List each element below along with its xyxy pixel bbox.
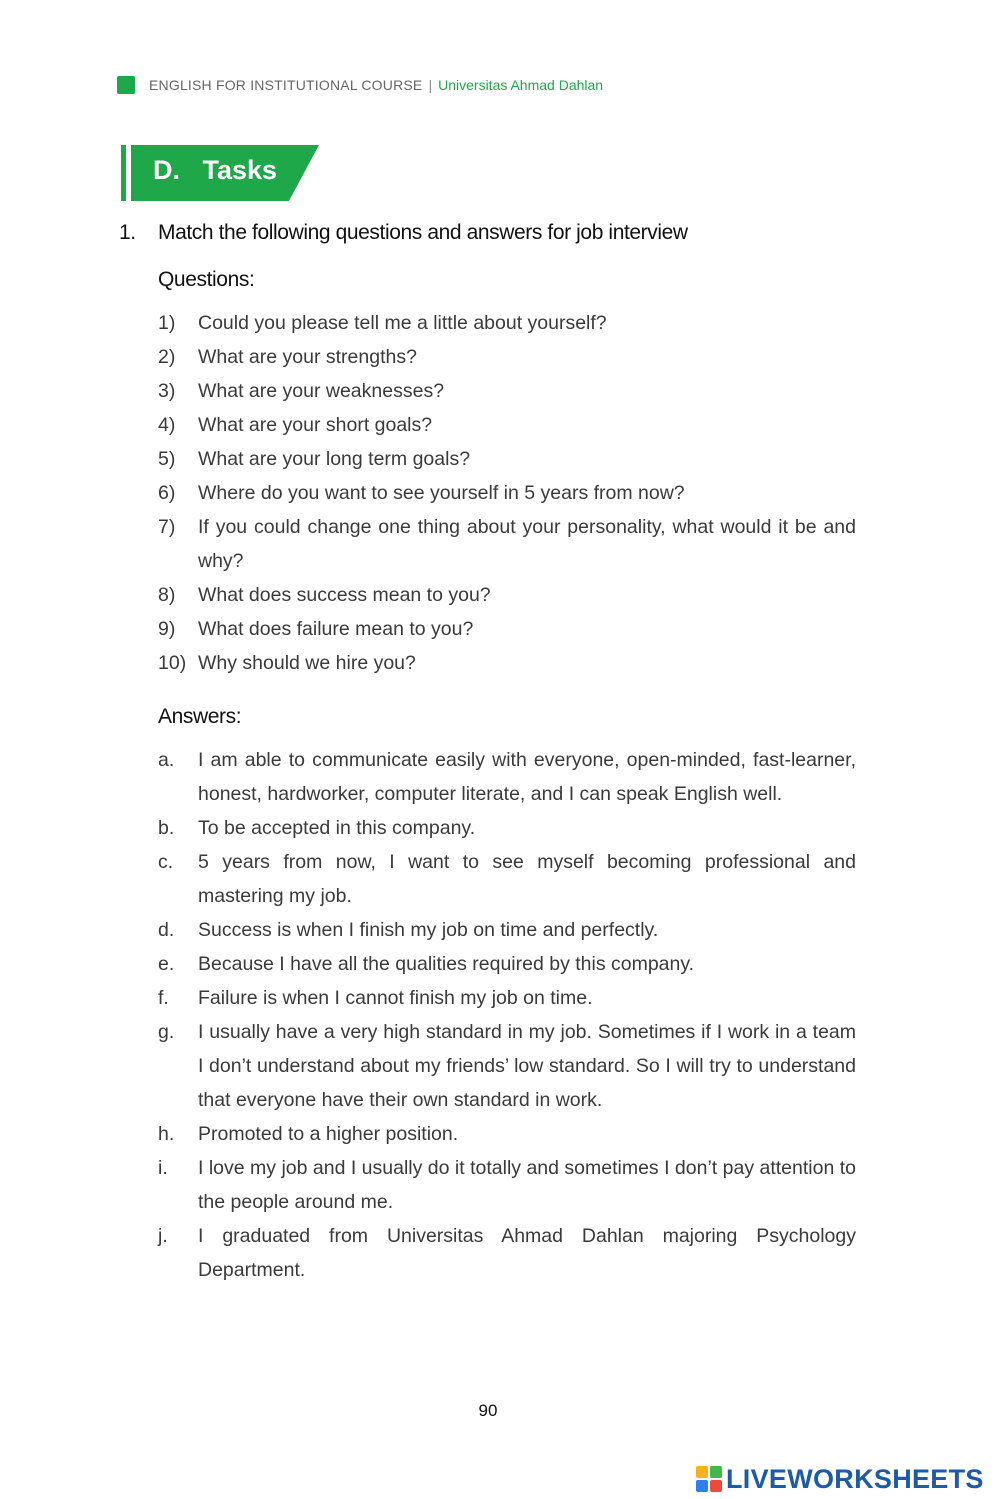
answer-marker: e. bbox=[158, 953, 175, 975]
question-marker: 2) bbox=[158, 346, 176, 368]
question-marker: 4) bbox=[158, 414, 176, 436]
answer-item bbox=[158, 743, 856, 811]
answer-marker: f. bbox=[158, 987, 169, 1009]
question-marker: 5) bbox=[158, 448, 176, 470]
questions-list bbox=[158, 306, 856, 680]
answers-list bbox=[158, 743, 856, 1287]
section-title: D. Tasks bbox=[153, 155, 278, 185]
question-item bbox=[158, 306, 856, 340]
task-number: 1. bbox=[119, 221, 136, 244]
question-text: Where do you want to see yourself in 5 years from now? bbox=[198, 482, 685, 504]
header-course-title: ENGLISH FOR INSTITUTIONAL COURSE bbox=[149, 77, 423, 93]
answer-text: To be accepted in this company. bbox=[198, 817, 476, 839]
question-item bbox=[158, 340, 856, 374]
question-marker: 10) bbox=[158, 652, 187, 674]
question-text: What are your long term goals? bbox=[198, 448, 471, 470]
question-text: What does success mean to you? bbox=[198, 584, 491, 606]
question-text: What are your weaknesses? bbox=[198, 380, 445, 402]
header-square-icon bbox=[117, 76, 135, 94]
question-text: What are your strengths? bbox=[198, 346, 417, 368]
question-marker: 1) bbox=[158, 312, 176, 334]
questions-heading: Questions: bbox=[158, 268, 255, 291]
banner-accent-bar bbox=[121, 145, 126, 201]
answer-marker: d. bbox=[158, 919, 175, 941]
question-text: What does failure mean to you? bbox=[198, 618, 474, 640]
question-item bbox=[158, 374, 856, 408]
question-marker: 3) bbox=[158, 380, 176, 402]
question-marker: 9) bbox=[158, 618, 176, 640]
logo-square bbox=[696, 1480, 708, 1492]
answer-item bbox=[158, 1151, 856, 1219]
question-item bbox=[158, 646, 856, 680]
answer-marker: i. bbox=[158, 1157, 168, 1179]
answer-item bbox=[158, 1117, 856, 1151]
question-item bbox=[158, 408, 856, 442]
answer-text: I am able to communicate easily with everyone, open-minded, fast-learner, honest, hardworker, computer literate, and I can speak English well. bbox=[198, 749, 856, 805]
answer-marker: j. bbox=[158, 1225, 168, 1247]
answer-text: Promoted to a higher position. bbox=[198, 1123, 459, 1145]
answer-item bbox=[158, 913, 856, 947]
question-marker: 7) bbox=[158, 516, 176, 538]
answer-item bbox=[158, 981, 856, 1015]
question-item bbox=[158, 510, 856, 578]
question-item bbox=[158, 476, 856, 510]
answer-marker: h. bbox=[158, 1123, 175, 1145]
answer-marker: c. bbox=[158, 851, 174, 873]
question-text: If you could change one thing about your personality, what would it be and why? bbox=[198, 516, 856, 572]
answer-item bbox=[158, 811, 856, 845]
question-text: Why should we hire you? bbox=[198, 652, 416, 674]
question-text: What are your short goals? bbox=[198, 414, 433, 436]
answer-text: Because I have all the qualities required by this company. bbox=[198, 953, 695, 975]
liveworksheets-text: LIVEWORKSHEETS bbox=[726, 1463, 984, 1494]
answer-text: Failure is when I cannot finish my job on time. bbox=[198, 987, 593, 1009]
answers-heading: Answers: bbox=[158, 705, 242, 728]
header-separator: | bbox=[428, 77, 433, 93]
section-banner bbox=[121, 145, 321, 201]
liveworksheets-logo-icon bbox=[696, 1466, 722, 1492]
page-number: 90 bbox=[478, 1401, 498, 1420]
logo-square bbox=[696, 1466, 708, 1478]
answer-text: Success is when I finish my job on time and perfectly. bbox=[198, 919, 659, 941]
logo-square bbox=[710, 1480, 722, 1492]
task-heading bbox=[119, 221, 688, 245]
answer-marker: b. bbox=[158, 817, 175, 839]
question-item bbox=[158, 612, 856, 646]
question-text: Could you please tell me a little about yourself? bbox=[198, 312, 607, 334]
answer-text: I love my job and I usually do it totally and sometimes I don’t pay attention to the people around me. bbox=[198, 1157, 856, 1213]
question-item bbox=[158, 442, 856, 476]
question-marker: 8) bbox=[158, 584, 176, 606]
question-item bbox=[158, 578, 856, 612]
answer-item bbox=[158, 845, 856, 913]
question-marker: 6) bbox=[158, 482, 176, 504]
answer-item bbox=[158, 1015, 856, 1117]
task-title: Match the following questions and answers for job interview bbox=[158, 221, 688, 244]
liveworksheets-watermark[interactable] bbox=[696, 1462, 984, 1496]
logo-square bbox=[710, 1466, 722, 1478]
page-header bbox=[117, 74, 603, 96]
answer-item bbox=[158, 947, 856, 981]
answer-marker: g. bbox=[158, 1021, 175, 1043]
answer-text: I usually have a very high standard in my job. Sometimes if I work in a team I don’t understand about my friends’ low standard. So I will try to understand that everyone have their own standard in work. bbox=[198, 1021, 856, 1111]
header-university: Universitas Ahmad Dahlan bbox=[438, 77, 604, 93]
answer-text: I graduated from Universitas Ahmad Dahlan majoring Psychology Department. bbox=[198, 1225, 856, 1281]
answer-text: 5 years from now, I want to see myself becoming professional and mastering my job. bbox=[198, 851, 856, 907]
answer-marker: a. bbox=[158, 749, 175, 771]
answer-item bbox=[158, 1219, 856, 1287]
